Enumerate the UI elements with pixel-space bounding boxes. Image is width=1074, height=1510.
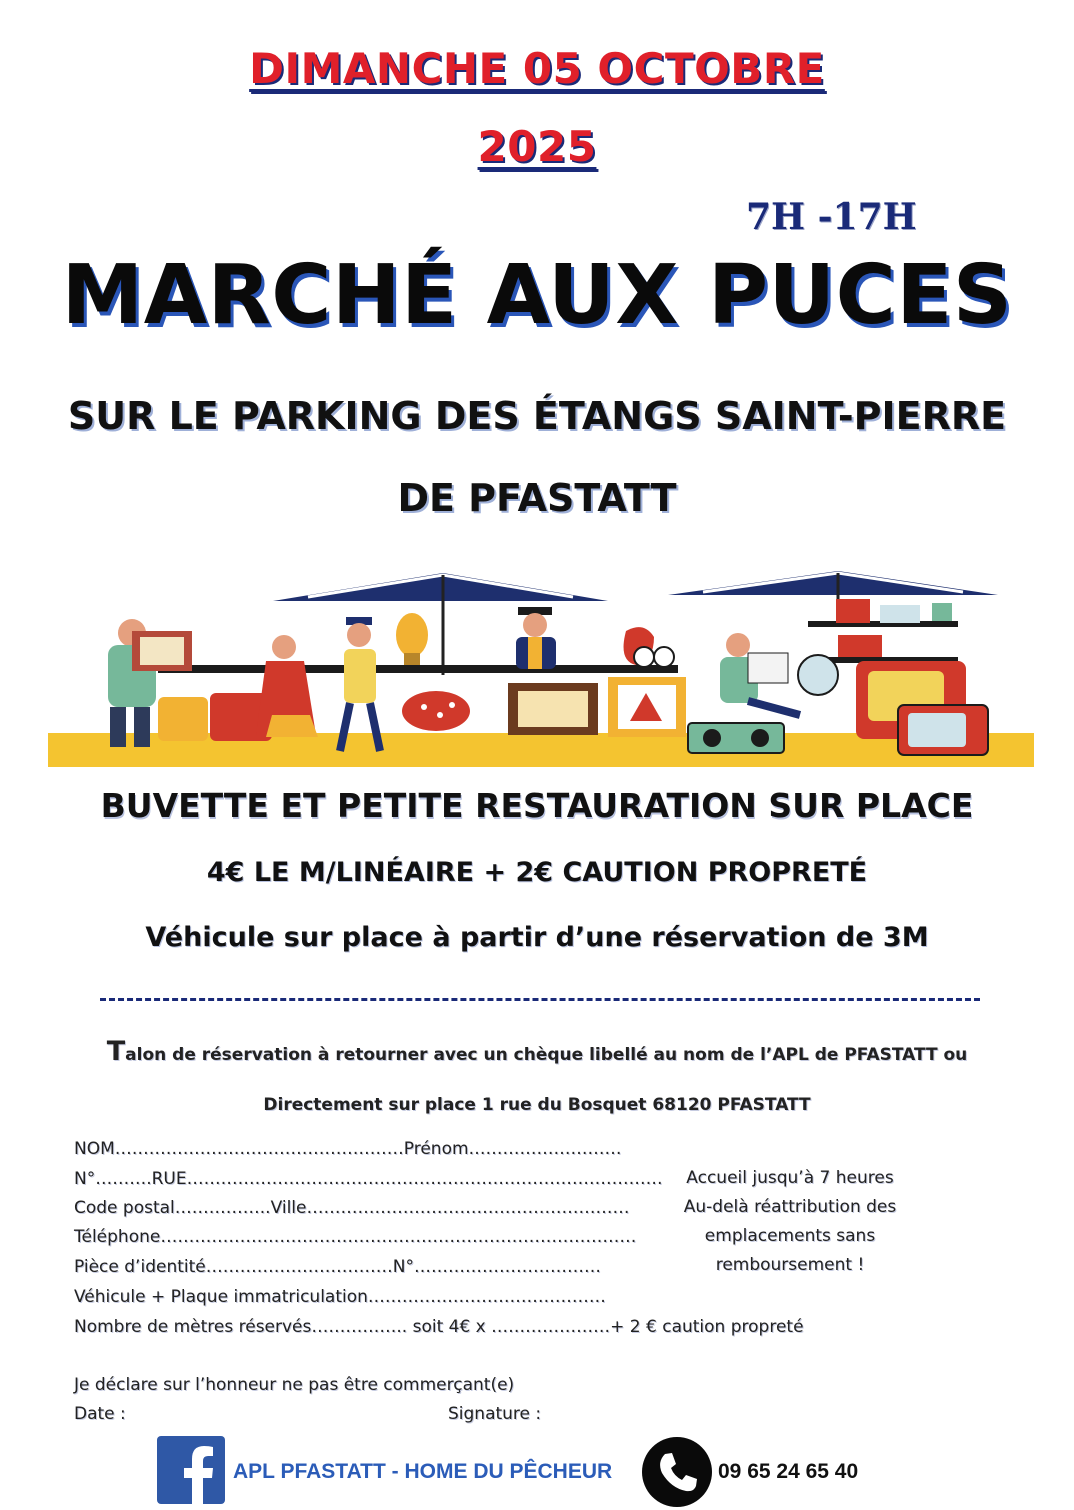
honor-declaration: Je déclare sur l’honneur ne pas être commerçant(e) bbox=[74, 1375, 515, 1395]
form-field-name[interactable]: NOM……………………………………………Prénom……………………… bbox=[74, 1139, 622, 1159]
arrival-note-line: Au-delà réattribution des bbox=[683, 1197, 897, 1217]
form-field-street[interactable]: N°……….RUE………………………………………………………………………… bbox=[74, 1169, 663, 1189]
form-field-phone[interactable]: Téléphone………………………………………………………………………… bbox=[74, 1227, 637, 1247]
vehicle-info: Véhicule sur place à partir d’une réservation de 3M bbox=[145, 922, 929, 953]
reservation-intro-initial: T bbox=[106, 1036, 126, 1067]
arrival-note bbox=[660, 1164, 920, 1280]
refreshments-info: BUVETTE ET PETITE RESTAURATION SUR PLACE bbox=[100, 786, 974, 825]
facebook-page-name[interactable]: APL PFASTATT - HOME DU PÊCHEUR bbox=[233, 1460, 613, 1483]
arrival-note-line: Accueil jusqu’à 7 heures bbox=[686, 1168, 894, 1188]
phone-number[interactable]: 09 65 24 65 40 bbox=[718, 1460, 859, 1483]
event-location-line2: DE PFASTATT bbox=[397, 476, 677, 520]
date-label[interactable]: Date : bbox=[74, 1404, 126, 1424]
form-field-postcode-city[interactable]: Code postal……………..Ville………………………………………………… bbox=[74, 1198, 630, 1218]
reservation-intro-text: alon de réservation à retourner avec un chèque libellé au nom de l’APL de PFASTATT ou bbox=[125, 1045, 968, 1065]
umbrella-left bbox=[273, 573, 608, 601]
price-info: 4€ LE M/LINÉAIRE + 2€ CAUTION PROPRETÉ bbox=[206, 857, 868, 888]
facebook-icon[interactable] bbox=[157, 1436, 225, 1504]
event-hours: 7H -17H bbox=[746, 196, 917, 238]
form-field-id[interactable]: Pièce d’identité……………………………N°…………………………… bbox=[74, 1257, 601, 1277]
event-location-line1: SUR LE PARKING DES ÉTANGS SAINT-PIERRE bbox=[67, 394, 1007, 438]
cut-line bbox=[100, 998, 980, 1004]
event-title: MARCHÉ AUX PUCES bbox=[61, 248, 1013, 343]
reservation-address: Directement sur place 1 rue du Bosquet 68120 PFASTATT bbox=[263, 1095, 811, 1115]
phone-icon bbox=[641, 1436, 713, 1508]
event-year: 2025 bbox=[477, 122, 597, 171]
event-date: DIMANCHE 05 OCTOBRE bbox=[249, 44, 825, 93]
form-field-meters[interactable]: Nombre de mètres réservés…………….. soit 4€ x …………………+ 2 € caution propreté bbox=[74, 1317, 804, 1337]
reservation-intro bbox=[0, 1036, 1074, 1067]
signature-label[interactable]: Signature : bbox=[448, 1404, 542, 1424]
arrival-note-line: remboursement ! bbox=[715, 1255, 865, 1275]
arrival-note-line: emplacements sans bbox=[704, 1226, 876, 1246]
form-field-vehicle[interactable]: Véhicule + Plaque immatriculation…………………………………… bbox=[74, 1287, 606, 1307]
flea-market-illustration bbox=[48, 565, 1034, 767]
